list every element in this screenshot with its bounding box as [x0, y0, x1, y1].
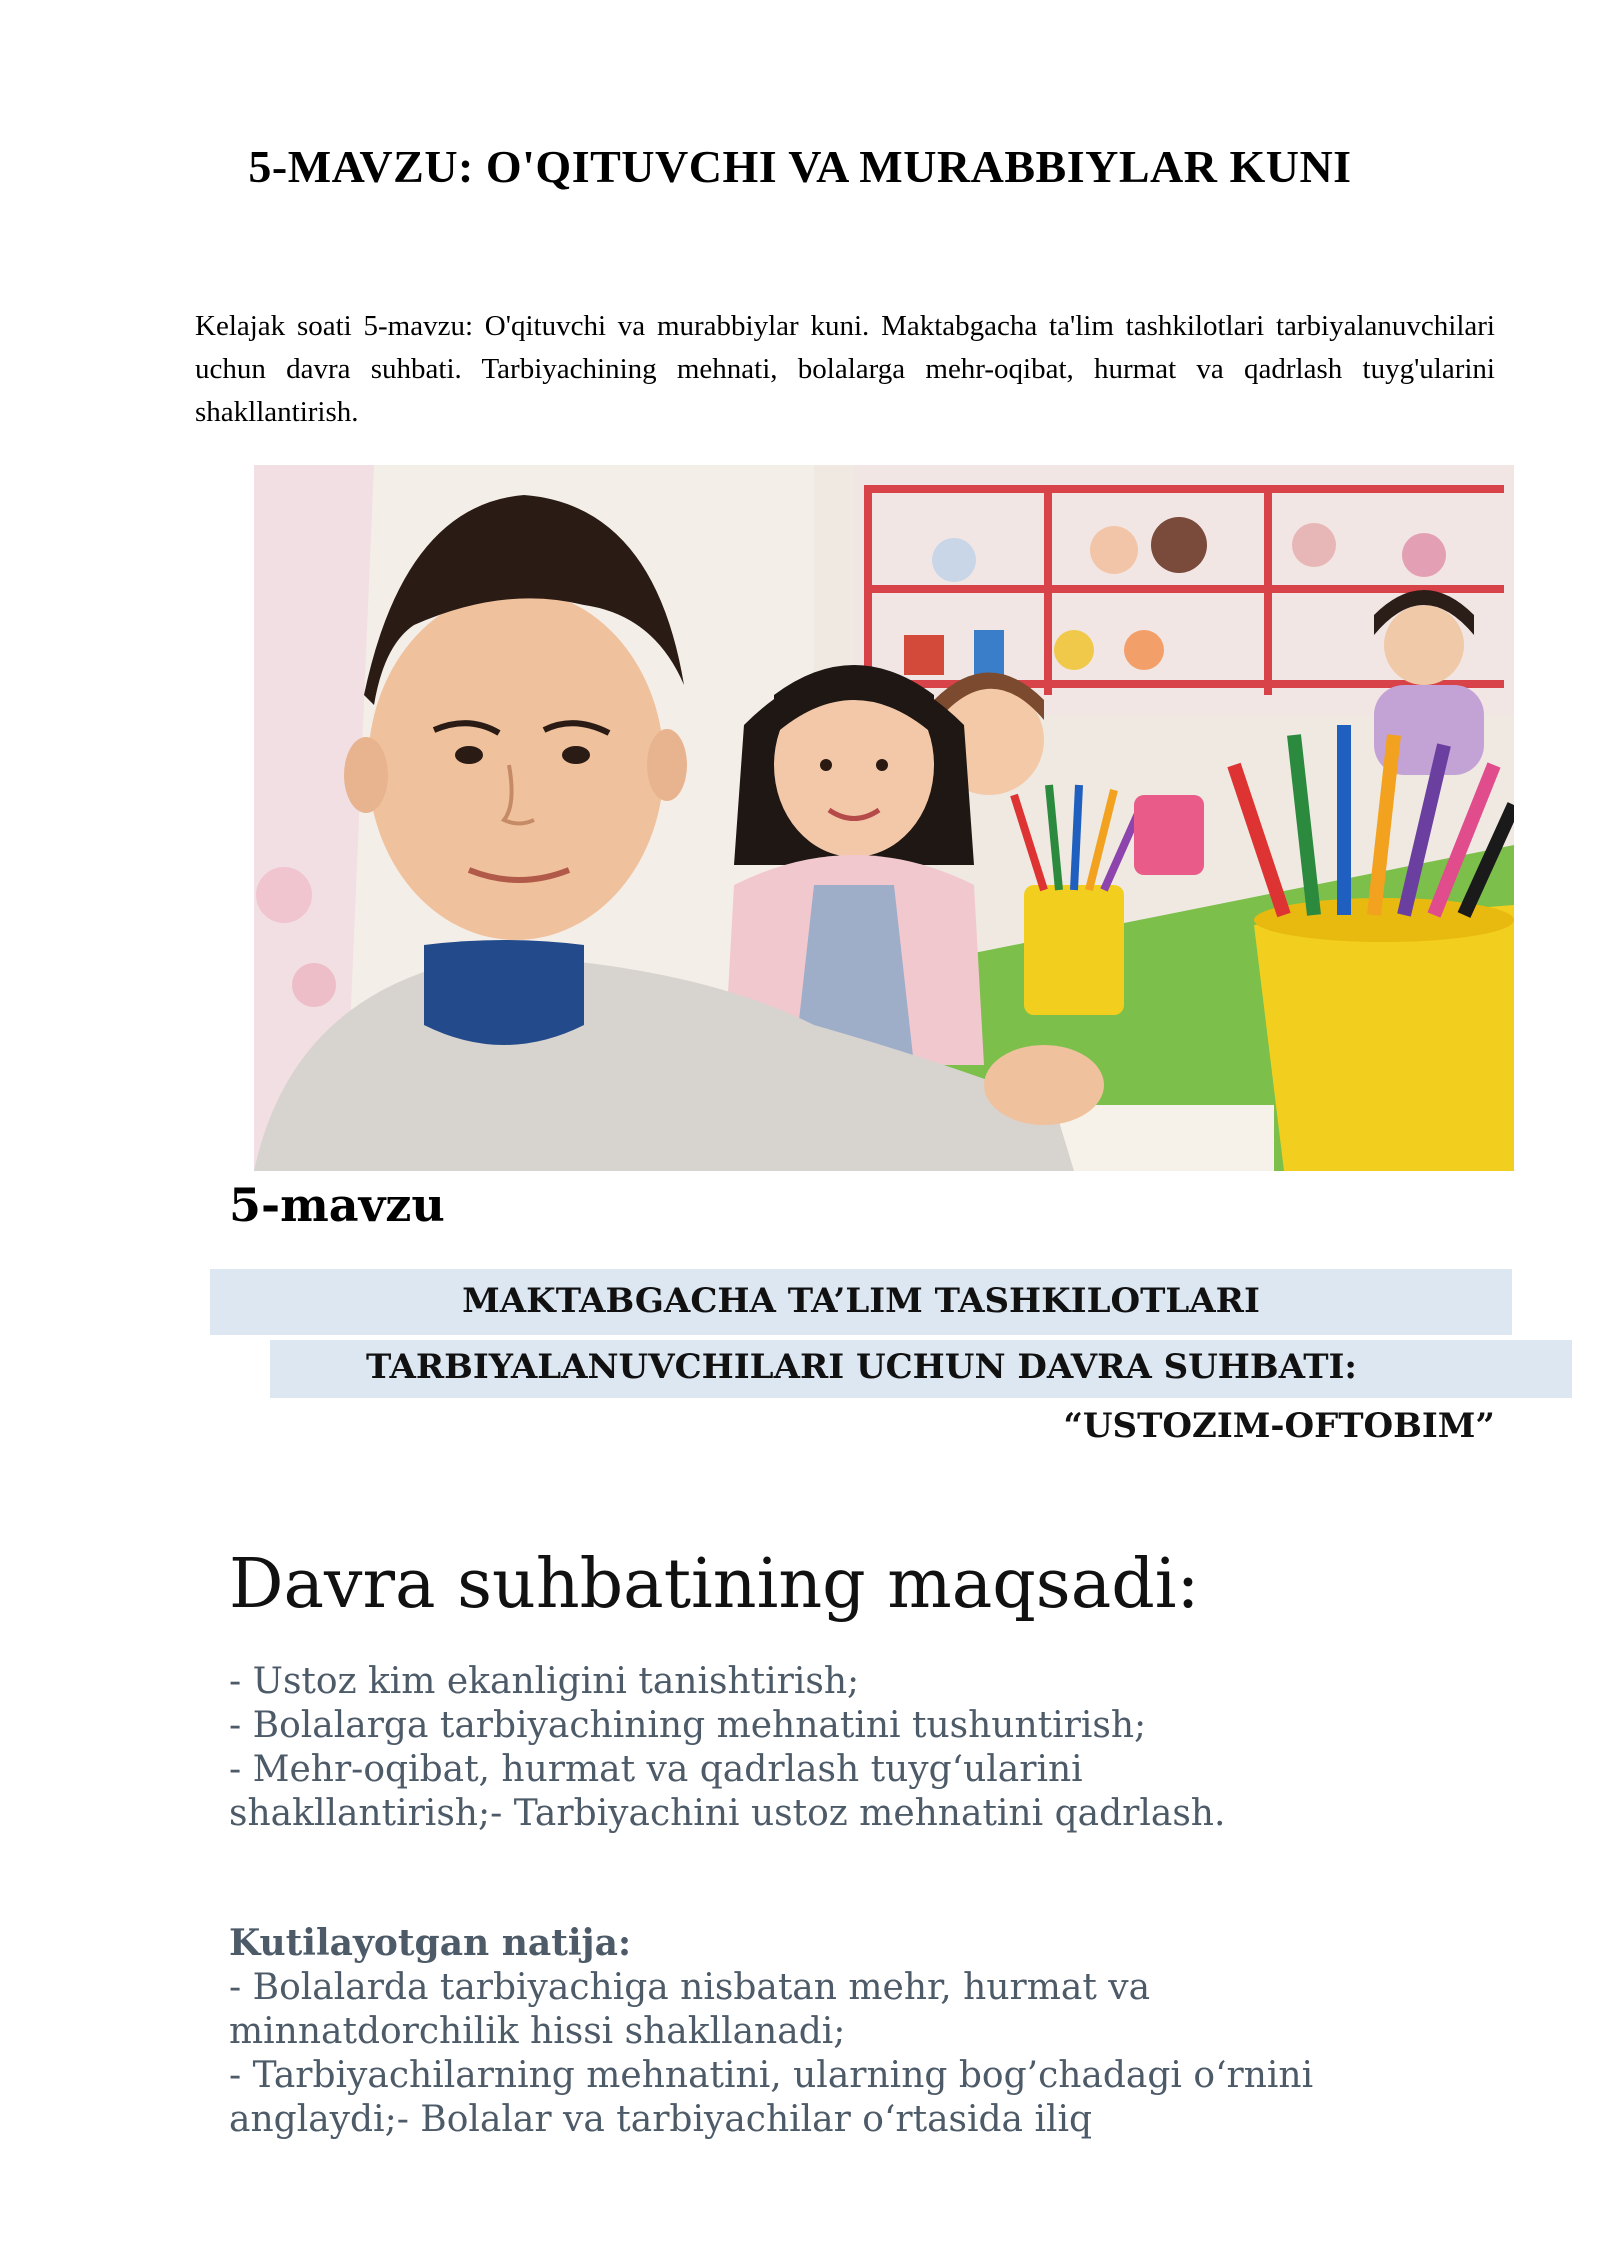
banner-line-3: “USTOZIM-OFTOBIM” — [1063, 1406, 1495, 1446]
goals-list — [229, 1660, 1229, 1836]
photo-illustration — [254, 465, 1514, 1171]
goals-heading: Davra suhbatining maqsadi: — [229, 1545, 1200, 1624]
result-item: - Bolalarda tarbiyachiga nisbatan mehr, hurmat va minnatdorchilik hissi shakllanadi; — [229, 1967, 1151, 2052]
goal-item: - Ustoz kim ekanligini tanishtirish; — [229, 1661, 860, 1702]
banner-line-1: MAKTABGACHA TA’LIM TASHKILOTLARI — [462, 1281, 1260, 1321]
banner-line-2: TARBIYALANUVCHILARI UCHUN DAVRA SUHBATI: — [366, 1347, 1357, 1387]
subtopic-label: 5-mavzu — [229, 1178, 445, 1232]
result-item: - Tarbiyachilarning mehnatini, ularning bog’chadagi o‘rnini anglaydi;- Bolalar va tarbiyachilar o‘rtasida iliq — [229, 2055, 1314, 2140]
results-heading: Kutilayotgan natija: — [229, 1922, 632, 1964]
intro-paragraph: Kelajak soati 5-mavzu: O'qituvchi va murabbiylar kuni. Maktabgacha ta'lim tashkilotlari tarbiyalanuvchilari uchun davra suhbati. Tarbiyachining mehnati, bolalarga mehr-oqibat, hurmat va qadrlash tuyg'ularini shakllantirish. — [195, 310, 1495, 428]
children-drawing-photo — [254, 465, 1514, 1171]
results-list — [229, 1966, 1379, 2142]
page-title: 5-MAVZU: O'QITUVCHI VA MURABBIYLAR KUNI — [248, 141, 1352, 192]
goal-item: - Mehr-oqibat, hurmat va qadrlash tuyg‘ularini shakllantirish;- Tarbiyachini ustoz mehnatini qadrlash. — [229, 1749, 1226, 1834]
goal-item: - Bolalarga tarbiyachining mehnatini tushuntirish; — [229, 1705, 1147, 1746]
